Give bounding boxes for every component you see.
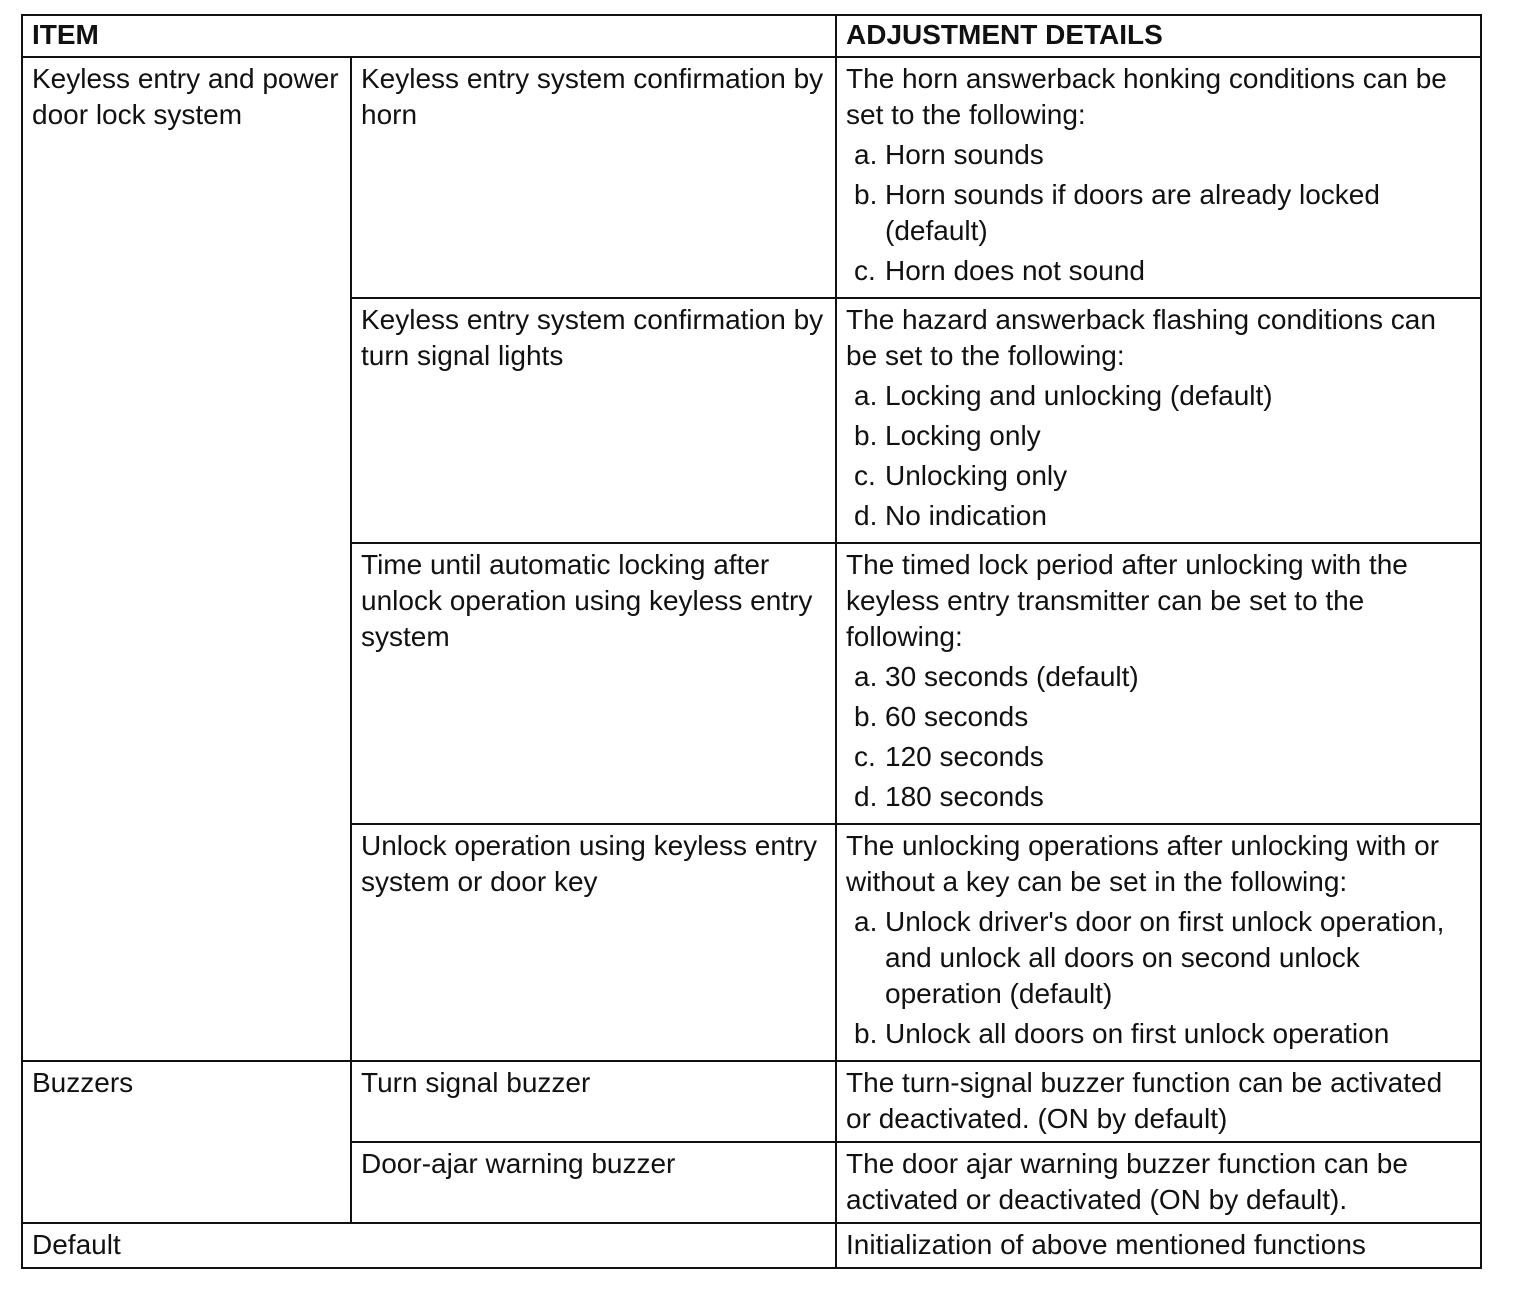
option-marker: d. xyxy=(854,781,878,812)
option-text: Unlock driver's door on first unlock operation, and unlock all doors on second unlock operation (default) xyxy=(885,906,1445,1009)
details-cell xyxy=(836,298,1481,543)
option-item xyxy=(846,659,1470,695)
option-list xyxy=(846,378,1470,534)
option-item xyxy=(846,378,1470,414)
header-item: ITEM xyxy=(22,15,836,57)
option-marker: c. xyxy=(854,460,876,491)
option-text: 30 seconds (default) xyxy=(885,661,1139,692)
details-cell xyxy=(836,543,1481,824)
option-item xyxy=(846,253,1470,289)
option-text: Unlocking only xyxy=(885,460,1068,491)
option-item xyxy=(846,498,1470,534)
details-cell xyxy=(836,1142,1481,1223)
details-intro: The timed lock period after unlocking with the keyless entry transmitter can be set to the following: xyxy=(846,549,1408,652)
footer-details: Initialization of above mentioned functions xyxy=(836,1223,1481,1268)
option-item xyxy=(846,177,1470,249)
option-marker: d. xyxy=(854,500,878,531)
category-cell: Buzzers xyxy=(22,1061,351,1223)
details-intro: The door ajar warning buzzer function can be activated or deactivated (ON by default). xyxy=(846,1148,1408,1215)
header-details: ADJUSTMENT DETAILS xyxy=(836,15,1481,57)
header-row xyxy=(22,15,1481,57)
option-item xyxy=(846,137,1470,173)
option-marker: a. xyxy=(854,139,878,170)
item-cell: Keyless entry system confirmation by turn signal lights xyxy=(351,298,836,543)
footer-item: Default xyxy=(22,1223,836,1268)
option-list xyxy=(846,137,1470,289)
option-marker: c. xyxy=(854,741,876,772)
option-text: 120 seconds xyxy=(885,741,1044,772)
option-text: Horn sounds if doors are already locked (default) xyxy=(885,179,1380,246)
option-list xyxy=(846,904,1470,1052)
option-marker: a. xyxy=(854,661,878,692)
option-text: Locking and unlocking (default) xyxy=(885,380,1273,411)
item-cell: Keyless entry system confirmation by horn xyxy=(351,57,836,298)
option-marker: b. xyxy=(854,701,878,732)
table-row xyxy=(22,1061,1481,1142)
option-text: 180 seconds xyxy=(885,781,1044,812)
option-item xyxy=(846,779,1470,815)
details-cell xyxy=(836,1061,1481,1142)
option-item xyxy=(846,458,1470,494)
option-item xyxy=(846,699,1470,735)
item-cell: Turn signal buzzer xyxy=(351,1061,836,1142)
option-text: No indication xyxy=(885,500,1047,531)
details-cell xyxy=(836,824,1481,1061)
option-marker: c. xyxy=(854,255,876,286)
item-cell: Time until automatic locking after unlock operation using keyless entry system xyxy=(351,543,836,824)
option-text: Locking only xyxy=(885,420,1041,451)
details-intro: The turn-signal buzzer function can be activated or deactivated. (ON by default) xyxy=(846,1067,1443,1134)
table-body xyxy=(22,57,1481,1268)
option-marker: b. xyxy=(854,1018,878,1049)
option-marker: b. xyxy=(854,420,878,451)
option-item xyxy=(846,418,1470,454)
option-text: Horn sounds xyxy=(885,139,1044,170)
option-list xyxy=(846,659,1470,815)
item-cell: Door-ajar warning buzzer xyxy=(351,1142,836,1223)
table-row xyxy=(22,57,1481,298)
details-intro: The unlocking operations after unlocking with or without a key can be set in the following: xyxy=(846,830,1440,897)
option-text: Unlock all doors on first unlock operation xyxy=(885,1018,1390,1049)
settings-table xyxy=(21,14,1482,1269)
item-cell: Unlock operation using keyless entry system or door key xyxy=(351,824,836,1061)
option-marker: a. xyxy=(854,380,878,411)
option-marker: a. xyxy=(854,906,878,937)
table-row xyxy=(22,1223,1481,1268)
option-marker: b. xyxy=(854,179,878,210)
option-text: Horn does not sound xyxy=(885,255,1145,286)
option-item xyxy=(846,739,1470,775)
details-intro: The hazard answerback flashing conditions can be set to the following: xyxy=(846,304,1436,371)
option-item xyxy=(846,904,1470,1012)
option-item xyxy=(846,1016,1470,1052)
category-cell: Keyless entry and power door lock system xyxy=(22,57,351,1061)
details-intro: The horn answerback honking conditions can be set to the following: xyxy=(846,63,1447,130)
details-cell xyxy=(836,57,1481,298)
option-text: 60 seconds xyxy=(885,701,1029,732)
